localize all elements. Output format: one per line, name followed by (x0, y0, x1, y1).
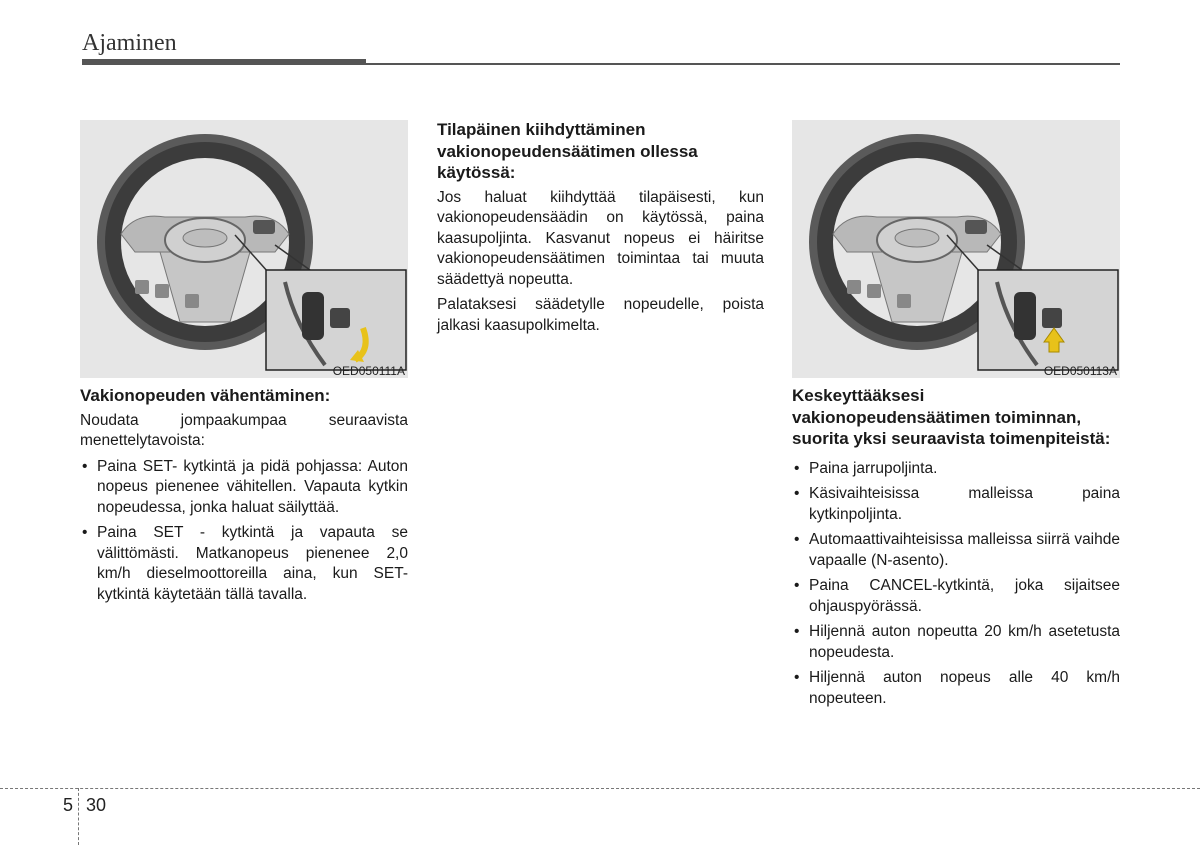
bullet-list (792, 459, 1120, 710)
bullet-glyph: • (794, 669, 800, 686)
figure-code: OED050111A (332, 364, 405, 378)
left-column (80, 385, 408, 610)
bullet-glyph: • (794, 623, 800, 640)
figure-right (792, 120, 1120, 378)
list-item (792, 576, 1120, 617)
bullet-list (80, 457, 408, 606)
bullet-glyph: • (794, 459, 800, 477)
figure-code: OED050113A (1043, 364, 1117, 378)
list-item (792, 668, 1120, 709)
bullet-glyph: • (794, 531, 800, 548)
steering-wheel-illustration (792, 120, 1120, 378)
page-number: 30 (86, 795, 107, 815)
list-item-text: Hiljennä auton nopeus alle 40 km/h nopeuteen. (809, 669, 1120, 707)
list-item-text: Hiljennä auton nopeutta 20 km/h asetetusta nopeudesta. (809, 623, 1120, 661)
list-item-text: Paina SET - kytkintä ja vapauta se välittömästi. Matkanopeus pienenee 2,0 km/h dieselmoottoreilla aina, kun SET-kytkintä käytetään tällä tavalla. (97, 524, 408, 603)
list-item (80, 457, 408, 519)
steering-wheel-illustration (80, 120, 408, 378)
paragraph: Noudata jompaakumpaa seuraavista menettelytavoista: (80, 411, 408, 449)
header-rule-thick (82, 59, 366, 65)
section-heading: Tilapäinen kiihdyttäminen vakionopeudensäätimen ollessa käytössä: (437, 120, 698, 182)
list-item (792, 484, 1120, 525)
header-rule-thin (366, 63, 1120, 65)
list-item (792, 622, 1120, 663)
list-item-text: Paina SET- kytkintä ja pidä pohjassa: Auton nopeus pienenee vähitellen. Vapauta kytkin nopeudessa, jonka haluat säilyttää. (97, 457, 408, 516)
footer-divider (78, 788, 79, 845)
footer-rule (0, 788, 1200, 789)
section-heading: Keskeyttääksesi vakionopeudensäätimen toiminnan, suorita yksi seuraavista toimenpiteistä: (792, 386, 1111, 448)
list-item-text: Paina CANCEL-kytkintä, joka sijaitsee ohjauspyörässä. (809, 577, 1120, 615)
middle-column (437, 119, 764, 341)
list-item (792, 459, 1120, 480)
figure-left (80, 120, 408, 378)
list-item-text: Käsivaihteisissa malleissa paina kytkinpoljinta. (809, 485, 1120, 523)
section-heading: Vakionopeuden vähentäminen: (80, 386, 331, 405)
list-item (80, 523, 408, 605)
list-item-text: Paina jarrupoljinta. (809, 459, 938, 477)
bullet-glyph: • (82, 524, 88, 541)
list-item-text: Automaattivaihteisissa malleissa siirrä vaihde vapaalle (N-asento). (809, 531, 1120, 569)
list-item (792, 530, 1120, 571)
chapter-number: 5 (63, 795, 74, 815)
paragraph: Palataksesi säädetylle nopeudelle, poista jalkasi kaasupolkimelta. (437, 296, 764, 334)
bullet-glyph: • (82, 457, 88, 475)
right-column (792, 385, 1120, 714)
page-header-title: Ajaminen (82, 30, 177, 56)
paragraph: Jos haluat kiihdyttää tilapäisesti, kun vakionopeudensäädin on käytössä, paina kaasupoljinta. Kasvanut nopeus ei häiritse vakionopeudensäätimen toimintaa tai muuta säädettyä nopeutta. (437, 188, 764, 288)
bullet-glyph: • (794, 577, 800, 594)
bullet-glyph: • (794, 485, 800, 502)
